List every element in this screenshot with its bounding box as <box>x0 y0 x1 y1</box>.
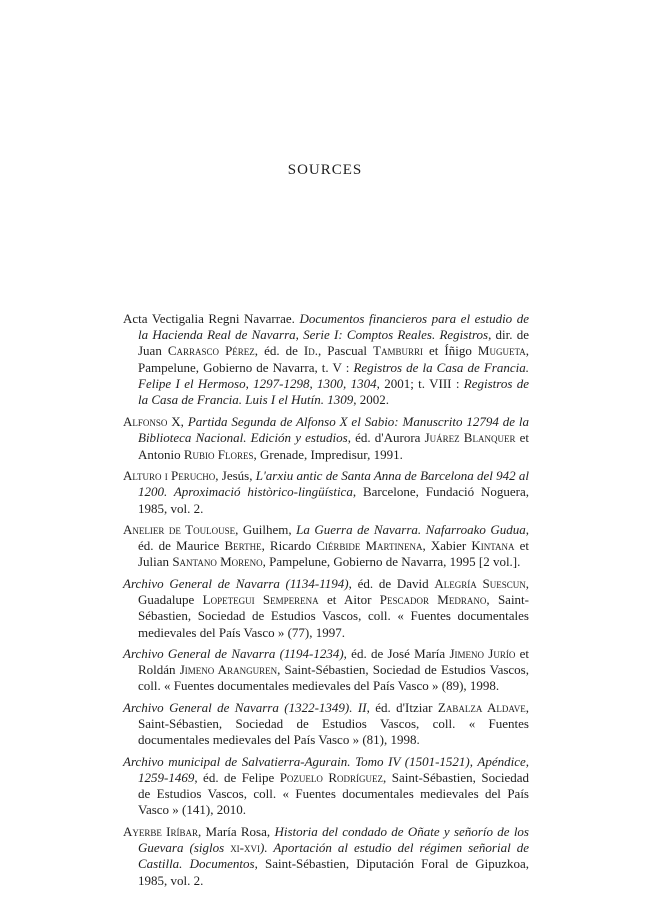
entry-text: , <box>180 414 188 430</box>
author-name: Zabalza Aldave <box>437 699 526 715</box>
entry-text: , María Rosa, <box>198 823 275 839</box>
italic-title: L'arxiu antic de Santa Anna de Barcelona del 942 al 1200. Aproximació històrico-lingüística <box>138 468 529 500</box>
italic-title: Archivo General de Navarra (1194-1234) <box>123 646 344 662</box>
author-name: Alfonso X <box>123 414 181 430</box>
entry-text: , Saint-Sébastien, Sociedad de Estudios Vascos, coll. « Fuentes documentales medievales del País Vasco » (89), 1998. <box>138 662 529 694</box>
author-name: Id. <box>303 343 319 359</box>
entry-text: et Roldán <box>138 646 530 678</box>
entry-text: Acta Vectigalia Regni Navarrae. <box>123 311 300 326</box>
author-name: Anelier de Toulouse <box>123 522 236 538</box>
entry-text: , Saint-Sébastien, Diputación Foral de Gipuzkoa, 1985, vol. 2. <box>138 856 529 888</box>
bibliography-list <box>123 311 529 894</box>
bibliography-entry <box>123 311 529 408</box>
italic-title: Registros de la Casa de Francia. Luis I el Hutín. 1309 <box>138 375 529 408</box>
author-name: Berthe <box>224 538 262 554</box>
author-name: Ciérbide Martinena <box>316 538 423 554</box>
entry-text: , Pascual <box>318 343 374 359</box>
entry-text: , éd. de <box>254 343 304 359</box>
author-name: Jimeno Aranguren <box>179 662 278 678</box>
entry-text: , éd. de José María <box>343 646 450 662</box>
italic-title: La Guerra de Navarra. Nafarroako Gudua <box>296 522 526 538</box>
bibliography-entry <box>123 754 529 819</box>
entry-text: , éd. d'Itziar <box>366 699 438 715</box>
bibliography-entry <box>123 646 529 695</box>
entry-text: , éd. d'Aurora <box>347 430 425 446</box>
author-name: Pescador Medrano <box>379 592 487 608</box>
entry-text: et Julian <box>138 538 530 570</box>
italic-title: Archivo General de Navarra (1134-1194) <box>123 575 349 591</box>
entry-text: , Saint-Sébastien, Sociedad de Estudios Vascos, coll. « Fuentes documentales medievales del País Vasco » (141), 2010. <box>138 770 529 818</box>
bibliography-entry <box>123 414 529 463</box>
page-title: SOURCES <box>287 162 363 178</box>
italic-title: Archivo General de Navarra (1322-1349). II <box>123 699 367 715</box>
author-name: xi-xvi <box>230 840 261 856</box>
author-name: Kintana <box>471 538 515 554</box>
entry-text: , Guadalupe <box>138 575 530 608</box>
author-name: Tamburri <box>373 343 423 359</box>
author-name: Lopetegui Semperena <box>202 592 319 608</box>
entry-text: , Grenade, Impredisur, 1991. <box>253 446 403 462</box>
entry-text: , Ricardo <box>261 538 317 554</box>
entry-text: , Pampelune, Gobierno de Navarra, 1995 [2 vol.]. <box>262 554 521 570</box>
bibliography-entry <box>123 468 529 517</box>
bibliography-entry <box>123 522 529 571</box>
author-name: Jimeno Jurío <box>449 646 516 662</box>
italic-title: ). Aportación al estudio del régimen señorial de Castilla. Documentos <box>138 840 529 872</box>
author-name: Rubio Flores <box>183 446 254 462</box>
entry-text: , 2001; t. VIII : <box>376 375 464 391</box>
author-name: Carrasco Pérez <box>167 343 255 359</box>
entry-text: , éd. de Felipe <box>194 770 280 786</box>
author-name: Pozuelo Rodríguez <box>279 770 384 786</box>
bibliography-entry <box>123 576 529 641</box>
entry-text: et Antonio <box>138 430 529 462</box>
entry-text: , Xabier <box>422 538 472 554</box>
bibliography-entry <box>123 824 529 889</box>
entry-text: , Barcelone, Fundació Noguera, 1985, vol. 2. <box>138 484 529 516</box>
entry-text: , Saint-Sébastien, Sociedad de Estudios Vascos, coll. « Fuentes documentales medievales del País Vasco » (81), 1998. <box>138 699 529 748</box>
entry-text: , Saint-Sébastien, Sociedad de Estudios Vascos, coll. « Fuentes documentales medievales del País Vasco » (77), 1997. <box>138 592 529 640</box>
author-name: Alegría Suescun <box>434 575 526 591</box>
italic-title: Historia del condado de Oñate y señorío de los Guevara (siglos <box>138 823 529 856</box>
italic-title: Registros de la Casa de Francia. Felipe I el Hermoso, 1297-1298, 1300, 1304 <box>138 359 529 391</box>
author-name: Ayerbe Iríbar <box>123 823 199 839</box>
italic-title: Partida Segunda de Alfonso X el Sabio: Manuscrito 12794 de la Biblioteca Nacional. Edición y estudios <box>138 414 529 446</box>
entry-text: et Íñigo <box>422 343 478 359</box>
bibliography-entry <box>123 700 529 749</box>
italic-title: Documentos financieros para el estudio de la Hacienda Real de Navarra, Serie I: Comptos Reales. Registros <box>138 311 530 343</box>
entry-text: et Aitor <box>318 592 380 608</box>
entry-text: , 2002. <box>353 392 389 408</box>
entry-text: , Jesús, <box>215 468 256 484</box>
author-name: Mugueta <box>477 343 526 359</box>
author-name: Alturo i Perucho <box>123 468 216 484</box>
italic-title: Archivo municipal de Salvatierra-Agurain. Tomo IV (1501-1521), Apéndice, 1259-1469 <box>123 753 529 786</box>
author-name: Juárez Blanquer <box>424 430 516 446</box>
entry-text: , dir. de Juan <box>138 327 529 359</box>
entry-text: , Pampelune, Gobierno de Navarra, t. V : <box>138 343 529 375</box>
entry-text: , Guilhem, <box>235 522 297 538</box>
entry-text: , éd. de David <box>348 575 435 591</box>
author-name: Santano Moreno <box>172 554 263 570</box>
entry-text: , éd. de Maurice <box>138 522 529 554</box>
